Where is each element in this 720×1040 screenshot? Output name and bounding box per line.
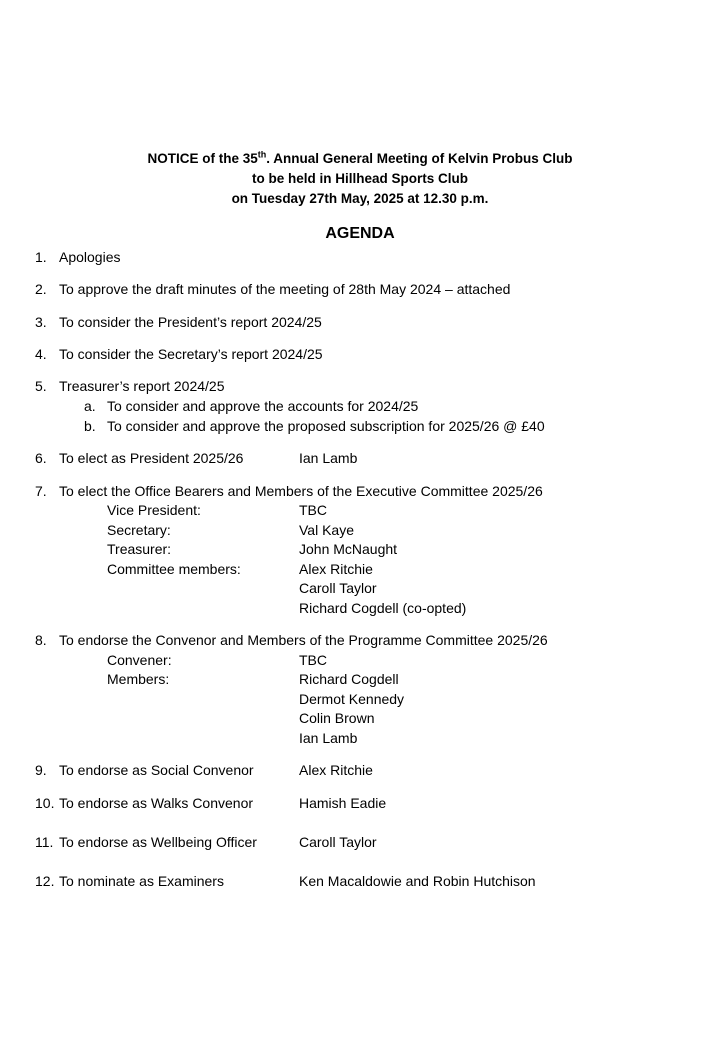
notice-heading-line-3: on Tuesday 27th May, 2025 at 12.30 p.m. bbox=[231, 191, 489, 206]
notice-heading-line-1: NOTICE of the 35th. Annual General Meeting of Kelvin Probus Club bbox=[147, 149, 573, 166]
notice-heading-line-2: to be held in Hillhead Sports Club bbox=[251, 171, 468, 186]
document-page: NOTICE of the 35th. Annual General Meeting of Kelvin Probus Club to be held in Hillhead Sports Club on Tuesday 27th May, 2025 at 12.30 p.m. AGENDA 1. Apologies 2. To approve the draft minutes of the meeting of 28th May 2024 – attached 3. To consider the President’s report 2024/25 4. To consider the Secretary’s report 2024/25 5. Treasurer’s report 2024/25 a. To consider and approve the accounts for 2024/25 b. To consider and approve the proposed subscription for 2025/26 @ £40 6. To elect as President 2025/26 Ian Lamb 7. To elect the Office Bearers and Members of the Executive Committee 2025/26 Vice President: TBC Secretary: Val Kaye Treasurer: John McNaught Committee members: Alex Ritchie Caroll Taylor Richard Cogdell (co-opted) 8. To endorse the Convenor and Members of the Programme Committee 2025/26 Convener: TBC Members: Richard Cogdell Dermot Kennedy Colin Brown Ian Lamb 9. To endorse as Social Convenor Alex Ritchie 10. To endorse as Walks Convenor Hamish Eadie 11. To endorse as Wellbeing Officer Caroll Taylor 12. To nominate as Examiners Ken Macaldowie and Robin Hutchison bbox=[0, 0, 720, 1040]
agenda-title: AGENDA bbox=[325, 225, 395, 242]
